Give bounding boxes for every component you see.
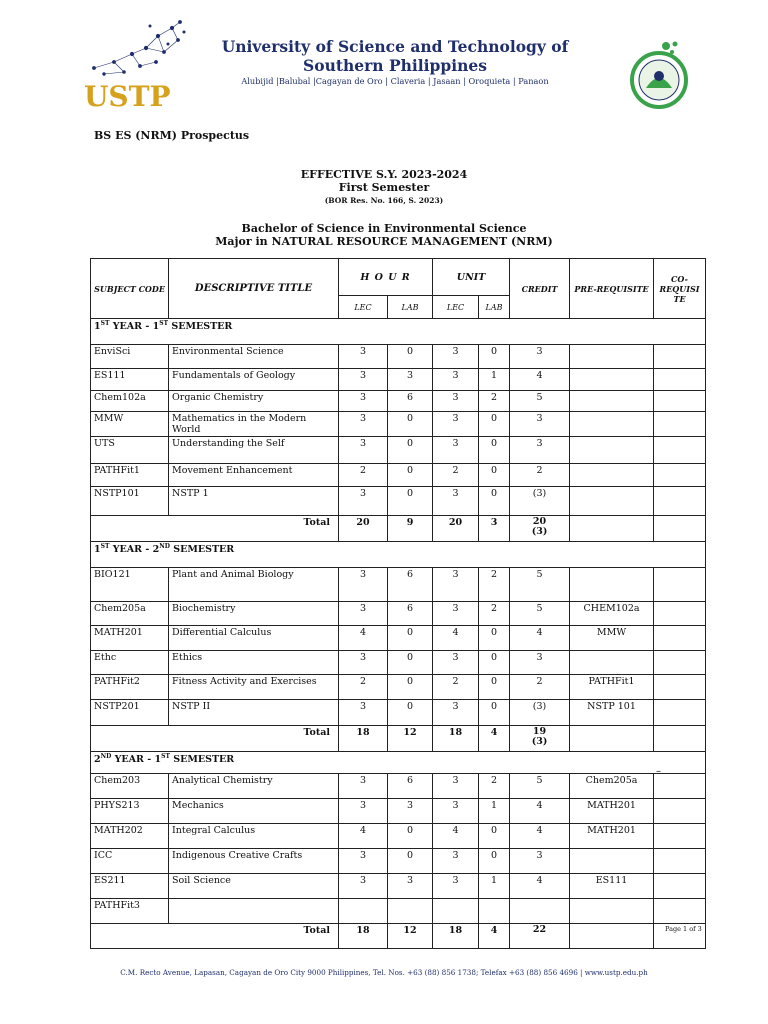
total-hour-lab: 9 xyxy=(388,516,433,542)
hour-lab: 0 xyxy=(388,675,433,700)
course-title: Organic Chemistry xyxy=(169,391,339,412)
unit-lab: 2 xyxy=(479,568,510,602)
course-prerequisite xyxy=(570,568,654,602)
unit-lab: 2 xyxy=(479,602,510,626)
header-unit-lab: LAB xyxy=(479,296,510,319)
unit-lab: 1 xyxy=(479,369,510,391)
total-label: Total xyxy=(91,726,339,752)
total-credit-main: 20 xyxy=(532,516,547,527)
unit-lec: 3 xyxy=(433,345,479,369)
campus-list: Alubijid |Balubal |Cagayan de Oro | Claveria | Jasaan | Oroquieta | Panaon xyxy=(241,76,549,86)
hour-lab: 0 xyxy=(388,824,433,849)
course-row xyxy=(91,345,706,369)
sem-word: SEMESTER xyxy=(173,754,235,766)
sem-suffix: ST xyxy=(161,753,170,760)
course-code: MATH201 xyxy=(91,626,169,651)
hour-lec: 3 xyxy=(339,874,388,899)
course-title: Mathematics in the Modern World xyxy=(169,412,339,437)
hour-lab: 0 xyxy=(388,412,433,437)
total-hour-lec: 18 xyxy=(339,924,388,949)
course-row xyxy=(91,568,706,602)
course-corequisite xyxy=(654,412,706,437)
course-credit: 3 xyxy=(510,651,570,675)
unit-lec: 2 xyxy=(433,675,479,700)
header-row xyxy=(91,259,706,296)
year-number: 2 xyxy=(94,754,101,766)
course-title xyxy=(169,899,339,924)
hour-lab: 3 xyxy=(388,799,433,824)
header-hour: H O U R xyxy=(339,259,433,296)
hour-lec: 3 xyxy=(339,568,388,602)
semester-label: First Semester xyxy=(338,181,430,194)
course-prerequisite xyxy=(570,849,654,874)
header-unit: UNIT xyxy=(433,259,510,296)
course-title: Analytical Chemistry xyxy=(169,774,339,799)
hour-lec: 3 xyxy=(339,849,388,874)
course-row xyxy=(91,874,706,899)
course-credit: 5 xyxy=(510,774,570,799)
year-word: YEAR xyxy=(112,321,143,333)
hour-lab xyxy=(388,899,433,924)
course-corequisite xyxy=(654,849,706,874)
course-row xyxy=(91,651,706,675)
semester-heading-row xyxy=(91,542,706,568)
course-title: Soil Science xyxy=(169,874,339,899)
program-block xyxy=(0,222,768,248)
total-row xyxy=(91,726,706,752)
course-credit: 5 xyxy=(510,391,570,412)
unit-lec: 3 xyxy=(433,849,479,874)
course-credit: 2 xyxy=(510,464,570,487)
course-credit: 4 xyxy=(510,799,570,824)
course-code: PATHFit2 xyxy=(91,675,169,700)
course-title: Environmental Science xyxy=(169,345,339,369)
course-title: Indigenous Creative Crafts xyxy=(169,849,339,874)
course-title: Ethics xyxy=(169,651,339,675)
header-prerequisite: PRE-REQUISITE xyxy=(570,259,654,319)
course-title: Plant and Animal Biology xyxy=(169,568,339,602)
unit-lec: 3 xyxy=(433,369,479,391)
sem-number: 1 xyxy=(154,754,162,766)
course-corequisite xyxy=(654,602,706,626)
course-row xyxy=(91,487,706,516)
unit-lab: 0 xyxy=(479,464,510,487)
course-prerequisite: NSTP 101 xyxy=(570,700,654,726)
course-title: Understanding the Self xyxy=(169,437,339,464)
semester-heading: 1ST YEAR - 1ST SEMESTER xyxy=(91,319,706,345)
unit-lab: 0 xyxy=(479,626,510,651)
course-code: Chem205a xyxy=(91,602,169,626)
year-suffix: ND xyxy=(100,753,112,760)
sem-word: SEMESTER xyxy=(173,544,235,556)
course-prerequisite: ES111 xyxy=(570,874,654,899)
hour-lab: 0 xyxy=(388,651,433,675)
total-corequisite xyxy=(654,516,706,542)
total-credit-nstp: (3) xyxy=(531,736,548,747)
course-row xyxy=(91,700,706,726)
hour-lec: 3 xyxy=(339,774,388,799)
course-corequisite xyxy=(654,799,706,824)
header-subject-code: SUBJECT CODE xyxy=(91,259,169,319)
total-unit-lec: 18 xyxy=(433,726,479,752)
course-code: MMW xyxy=(91,412,169,437)
course-title: Integral Calculus xyxy=(169,824,339,849)
bor-resolution: (BOR Res. No. 166, S. 2023) xyxy=(324,196,444,205)
hour-lec: 2 xyxy=(339,464,388,487)
sem-word: SEMESTER xyxy=(171,321,233,333)
hour-lec: 2 xyxy=(339,675,388,700)
total-label: Total xyxy=(91,924,339,949)
hour-lec: 3 xyxy=(339,437,388,464)
sem-number: 2 xyxy=(152,544,160,556)
year-suffix: ST xyxy=(100,543,110,550)
hour-lab: 3 xyxy=(388,369,433,391)
hour-lab: 6 xyxy=(388,774,433,799)
sem-number: 1 xyxy=(152,321,160,333)
course-code: Chem203 xyxy=(91,774,169,799)
course-credit: 5 xyxy=(510,568,570,602)
hour-lec: 3 xyxy=(339,602,388,626)
unit-lab xyxy=(479,899,510,924)
footer-address: C.M. Recto Avenue, Lapasan, Cagayan de Oro City 9000 Philippines, Tel. Nos. +63 (88) 856 1738; Telefax +63 (88) 856 4696 | www.ustp.edu.ph xyxy=(120,968,648,977)
university-name-line2: Southern Philippines xyxy=(303,56,487,75)
course-title: Differential Calculus xyxy=(169,626,339,651)
course-prerequisite xyxy=(570,487,654,516)
course-credit: 5 xyxy=(510,602,570,626)
course-corequisite xyxy=(654,700,706,726)
total-credit-nstp: (3) xyxy=(531,526,548,537)
semester-heading: 2ND YEAR - 1ST SEMESTER xyxy=(91,752,706,774)
hour-lab: 0 xyxy=(388,849,433,874)
course-code: Ethc xyxy=(91,651,169,675)
course-corequisite xyxy=(654,675,706,700)
total-unit-lab: 4 xyxy=(479,726,510,752)
semester-heading-row xyxy=(91,752,706,774)
hour-lec xyxy=(339,899,388,924)
year-number: 1 xyxy=(94,544,101,556)
course-credit: 4 xyxy=(510,874,570,899)
course-prerequisite: MATH201 xyxy=(570,799,654,824)
year-word: YEAR xyxy=(112,544,143,556)
unit-lab: 0 xyxy=(479,675,510,700)
hour-lec: 3 xyxy=(339,700,388,726)
course-corequisite xyxy=(654,568,706,602)
course-prerequisite: MMW xyxy=(570,626,654,651)
unit-lec: 2 xyxy=(433,464,479,487)
course-row xyxy=(91,849,706,874)
course-code: PATHFit1 xyxy=(91,464,169,487)
course-credit: 4 xyxy=(510,626,570,651)
course-credit: 2 xyxy=(510,675,570,700)
total-credit xyxy=(510,924,570,949)
effective-year: EFFECTIVE S.Y. 2023-2024 xyxy=(300,168,468,181)
course-prerequisite xyxy=(570,391,654,412)
header-hour-lec: LEC xyxy=(339,296,388,319)
course-prerequisite xyxy=(570,345,654,369)
hour-lec: 3 xyxy=(339,391,388,412)
hour-lab: 3 xyxy=(388,874,433,899)
total-unit-lec: 18 xyxy=(433,924,479,949)
total-hour-lab: 12 xyxy=(388,924,433,949)
unit-lec: 4 xyxy=(433,626,479,651)
course-corequisite xyxy=(654,824,706,849)
course-credit: 4 xyxy=(510,824,570,849)
hour-lab: 6 xyxy=(388,391,433,412)
header-unit-lec: LEC xyxy=(433,296,479,319)
unit-lab: 0 xyxy=(479,345,510,369)
course-row xyxy=(91,675,706,700)
sem-suffix: ST xyxy=(159,320,169,327)
unit-lec: 3 xyxy=(433,774,479,799)
year-suffix: ST xyxy=(100,320,110,327)
sem-suffix: ND xyxy=(159,543,170,550)
total-hour-lec: 20 xyxy=(339,516,388,542)
header-descriptive-title: DESCRIPTIVE TITLE xyxy=(169,259,339,319)
course-title: Fundamentals of Geology xyxy=(169,369,339,391)
total-credit-main: 22 xyxy=(532,924,547,935)
unit-lec: 4 xyxy=(433,824,479,849)
course-prerequisite: Chem205a xyxy=(570,774,654,799)
header-hour-lab: LAB xyxy=(388,296,433,319)
course-code: EnviSci xyxy=(91,345,169,369)
year-number: 1 xyxy=(94,321,101,333)
total-credit-main: 19 xyxy=(532,726,547,737)
unit-lec: 3 xyxy=(433,412,479,437)
course-prerequisite xyxy=(570,369,654,391)
course-title: NSTP II xyxy=(169,700,339,726)
course-credit: 3 xyxy=(510,412,570,437)
course-prerequisite: MATH201 xyxy=(570,824,654,849)
course-row xyxy=(91,437,706,464)
unit-lec: 3 xyxy=(433,700,479,726)
course-row xyxy=(91,464,706,487)
hour-lec: 3 xyxy=(339,345,388,369)
course-row xyxy=(91,774,706,799)
ustp-logo xyxy=(84,18,196,112)
unit-lab: 0 xyxy=(479,700,510,726)
hour-lec: 3 xyxy=(339,487,388,516)
course-corequisite xyxy=(654,774,706,799)
course-title: Biochemistry xyxy=(169,602,339,626)
unit-lec: 3 xyxy=(433,874,479,899)
unit-lec xyxy=(433,899,479,924)
course-prerequisite xyxy=(570,651,654,675)
unit-lec: 3 xyxy=(433,799,479,824)
hour-lec: 4 xyxy=(339,626,388,651)
course-code: ES211 xyxy=(91,874,169,899)
university-name xyxy=(205,37,585,75)
unit-lab: 0 xyxy=(479,412,510,437)
course-corequisite xyxy=(654,874,706,899)
header-credit: CREDIT xyxy=(510,259,570,319)
course-code: BIO121 xyxy=(91,568,169,602)
course-corequisite xyxy=(654,626,706,651)
course-prerequisite xyxy=(570,464,654,487)
course-code: ICC xyxy=(91,849,169,874)
total-credit xyxy=(510,516,570,542)
course-row xyxy=(91,391,706,412)
course-code: PATHFit3 xyxy=(91,899,169,924)
header-corequisite: CO-REQUISI TE xyxy=(654,259,706,319)
hour-lab: 6 xyxy=(388,568,433,602)
course-code: MATH202 xyxy=(91,824,169,849)
unit-lab: 0 xyxy=(479,437,510,464)
prospectus-title: BS ES (NRM) Prospectus xyxy=(94,129,250,142)
page-number: Page 1 of 3 xyxy=(665,925,702,933)
total-hour-lab: 12 xyxy=(388,726,433,752)
course-title: Movement Enhancement xyxy=(169,464,339,487)
course-prerequisite xyxy=(570,899,654,924)
unit-lec: 3 xyxy=(433,487,479,516)
course-code: NSTP201 xyxy=(91,700,169,726)
unit-lab: 1 xyxy=(479,874,510,899)
course-row xyxy=(91,899,706,924)
total-label: Total xyxy=(91,516,339,542)
total-unit-lec: 20 xyxy=(433,516,479,542)
unit-lab: 1 xyxy=(479,799,510,824)
course-code: Chem102a xyxy=(91,391,169,412)
prospectus-table xyxy=(90,258,706,949)
course-corequisite xyxy=(654,345,706,369)
course-corequisite xyxy=(654,487,706,516)
unit-lec: 3 xyxy=(433,437,479,464)
seal-logo xyxy=(628,38,690,112)
total-row xyxy=(91,924,706,949)
hour-lab: 6 xyxy=(388,602,433,626)
hour-lab: 0 xyxy=(388,700,433,726)
hour-lec: 4 xyxy=(339,824,388,849)
course-code: NSTP101 xyxy=(91,487,169,516)
ustp-logo-text: USTP xyxy=(84,80,171,112)
program-major: Major in NATURAL RESOURCE MANAGEMENT (NRM) xyxy=(215,235,553,248)
course-title: NSTP 1 xyxy=(169,487,339,516)
unit-lab: 2 xyxy=(479,774,510,799)
unit-lec: 3 xyxy=(433,568,479,602)
hour-lab: 0 xyxy=(388,345,433,369)
semester-heading: 1ST YEAR - 2ND SEMESTER xyxy=(91,542,706,568)
semester-heading-row xyxy=(91,319,706,345)
course-credit: 3 xyxy=(510,345,570,369)
course-corequisite xyxy=(654,899,706,924)
course-row xyxy=(91,602,706,626)
course-credit: (3) xyxy=(510,700,570,726)
total-prerequisite xyxy=(570,516,654,542)
course-row xyxy=(91,369,706,391)
university-name-line1: University of Science and Technology of xyxy=(221,37,569,56)
year-word: YEAR xyxy=(114,754,144,766)
course-corequisite xyxy=(654,369,706,391)
total-prerequisite xyxy=(570,726,654,752)
course-credit: 3 xyxy=(510,437,570,464)
course-corequisite xyxy=(654,437,706,464)
hour-lab: 0 xyxy=(388,437,433,464)
hour-lec: 3 xyxy=(339,651,388,675)
course-credit: 4 xyxy=(510,369,570,391)
course-row xyxy=(91,824,706,849)
course-prerequisite: PATHFit1 xyxy=(570,675,654,700)
course-code: ES111 xyxy=(91,369,169,391)
hour-lec: 3 xyxy=(339,369,388,391)
unit-lab: 0 xyxy=(479,651,510,675)
hour-lab: 0 xyxy=(388,626,433,651)
total-corequisite xyxy=(654,726,706,752)
course-credit: (3) xyxy=(510,487,570,516)
unit-lec: 3 xyxy=(433,651,479,675)
unit-lec: 3 xyxy=(433,602,479,626)
course-code: UTS xyxy=(91,437,169,464)
hour-lec: 3 xyxy=(339,412,388,437)
effective-block xyxy=(0,168,768,207)
hour-lab: 0 xyxy=(388,487,433,516)
unit-lec: 3 xyxy=(433,391,479,412)
total-credit xyxy=(510,726,570,752)
course-row xyxy=(91,626,706,651)
total-hour-lec: 18 xyxy=(339,726,388,752)
program-name: Bachelor of Science in Environmental Science xyxy=(241,222,527,235)
total-unit-lab: 4 xyxy=(479,924,510,949)
unit-lab: 2 xyxy=(479,391,510,412)
hour-lab: 0 xyxy=(388,464,433,487)
course-row xyxy=(91,799,706,824)
course-prerequisite xyxy=(570,437,654,464)
course-prerequisite: CHEM102a xyxy=(570,602,654,626)
course-corequisite xyxy=(654,464,706,487)
course-corequisite xyxy=(654,391,706,412)
course-title: Mechanics xyxy=(169,799,339,824)
total-row xyxy=(91,516,706,542)
course-title: Fitness Activity and Exercises xyxy=(169,675,339,700)
total-prerequisite xyxy=(570,924,654,949)
course-credit: 3 xyxy=(510,849,570,874)
dash-mark: – xyxy=(656,766,661,777)
course-corequisite xyxy=(654,651,706,675)
course-credit xyxy=(510,899,570,924)
course-prerequisite xyxy=(570,412,654,437)
hour-lec: 3 xyxy=(339,799,388,824)
unit-lab: 0 xyxy=(479,487,510,516)
unit-lab: 0 xyxy=(479,849,510,874)
course-row xyxy=(91,412,706,437)
total-unit-lab: 3 xyxy=(479,516,510,542)
letterhead xyxy=(0,0,768,120)
course-code: PHYS213 xyxy=(91,799,169,824)
unit-lab: 0 xyxy=(479,824,510,849)
